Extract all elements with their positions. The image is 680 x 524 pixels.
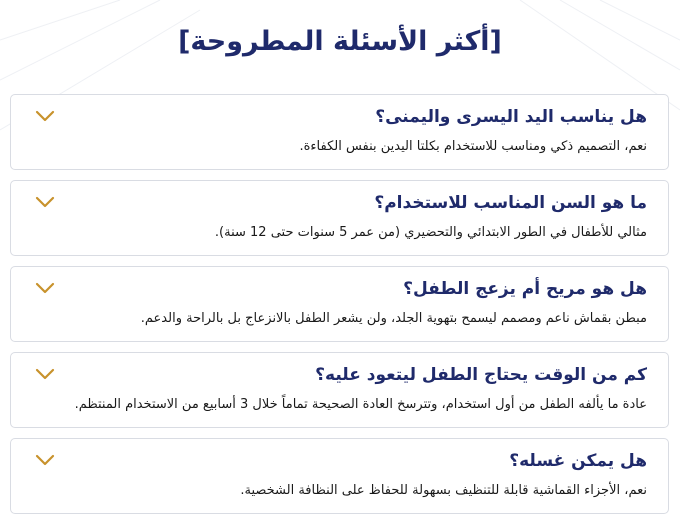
faq-question: هل هو مريح أم يزعج الطفل؟ xyxy=(403,279,647,299)
chevron-down-icon[interactable] xyxy=(35,195,55,209)
faq-answer: مثالي للأطفال في الطور الابتدائي والتحضيري (من عمر 5 سنوات حتى 12 سنة). xyxy=(214,225,647,240)
chevron-down-icon[interactable] xyxy=(35,453,55,467)
chevron-down-icon[interactable] xyxy=(35,109,55,123)
faq-item-suitable-age[interactable] xyxy=(10,180,669,256)
page-title: [أكثر الأسئلة المطروحة] xyxy=(178,26,502,57)
faq-question: كم من الوقت يحتاج الطفل ليتعود عليه؟ xyxy=(315,365,647,385)
faq-answer: مبطن بقماش ناعم ومصمم ليسمح بتهوية الجلد، ولن يشعر الطفل بالانزعاج بل بالراحة والدعم. xyxy=(140,311,647,326)
faq-item-comfort[interactable] xyxy=(10,266,669,342)
faq-list xyxy=(10,94,669,524)
faq-item-washable[interactable] xyxy=(10,438,669,514)
chevron-down-icon[interactable] xyxy=(35,367,55,381)
faq-question: هل يمكن غسله؟ xyxy=(509,451,647,471)
faq-answer: نعم، التصميم ذكي ومناسب للاستخدام بكلتا اليدين بنفس الكفاءة. xyxy=(299,139,647,154)
faq-answer: عادة ما يألفه الطفل من أول استخدام، وتترسخ العادة الصحيحة تماماً خلال 3 أسابيع من الاستخدام المنتظم. xyxy=(74,397,647,412)
chevron-down-icon[interactable] xyxy=(35,281,55,295)
faq-answer: نعم، الأجزاء القماشية قابلة للتنظيف بسهولة للحفاظ على النظافة الشخصية. xyxy=(240,483,647,498)
faq-question: هل يناسب اليد اليسرى واليمنى؟ xyxy=(375,107,647,127)
faq-item-left-right-hand[interactable] xyxy=(10,94,669,170)
faq-item-adaptation-time[interactable] xyxy=(10,352,669,428)
faq-question: ما هو السن المناسب للاستخدام؟ xyxy=(374,193,647,213)
